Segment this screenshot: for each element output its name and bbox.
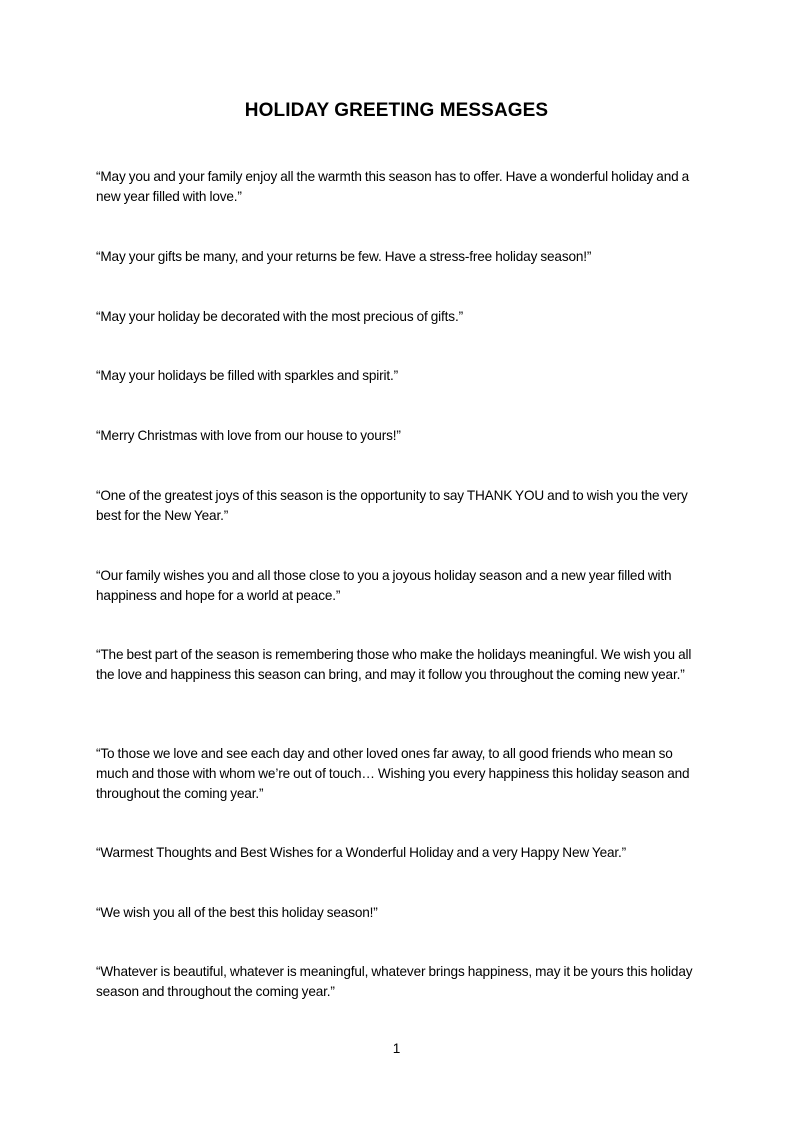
greeting-message: “Merry Christmas with love from our house to yours!” [96, 428, 401, 443]
greeting-message: “May you and your family enjoy all the warmth this season has to offer. Have a wonderful holiday and a new year filled with love.” [96, 169, 690, 204]
page-number: 1 [392, 1041, 401, 1056]
greeting-message: “Warmest Thoughts and Best Wishes for a Wonderful Holiday and a very Happy New Year.” [96, 845, 627, 860]
greeting-message: “One of the greatest joys of this season is the opportunity to say THANK YOU and to wish you the very best for the New Year.” [96, 488, 688, 523]
greeting-message: “The best part of the season is remembering those who make the holidays meaningful. We wish you all the love and happiness this season can bring, and may it follow you throughout the coming new year.” [96, 647, 692, 682]
greeting-message: “May your holidays be filled with sparkles and spirit.” [96, 368, 399, 383]
page-title: HOLIDAY GREETING MESSAGES [244, 100, 549, 121]
greeting-message: “Our family wishes you and all those close to you a joyous holiday season and a new year filled with happiness and hope for a world at peace.” [96, 568, 672, 603]
greeting-message: “We wish you all of the best this holiday season!” [96, 905, 378, 920]
greeting-message: “May your gifts be many, and your returns be few. Have a stress-free holiday season!” [96, 249, 592, 264]
greeting-message: “May your holiday be decorated with the most precious of gifts.” [96, 309, 463, 324]
greeting-message: “Whatever is beautiful, whatever is meaningful, whatever brings happiness, may it be yours this holiday season and throughout the coming year.” [96, 964, 693, 999]
greeting-message: “To those we love and see each day and other loved ones far away, to all good friends who mean so much and those with whom we’re out of touch… Wishing you every happiness this holiday season and throughout the coming year.” [96, 746, 690, 801]
